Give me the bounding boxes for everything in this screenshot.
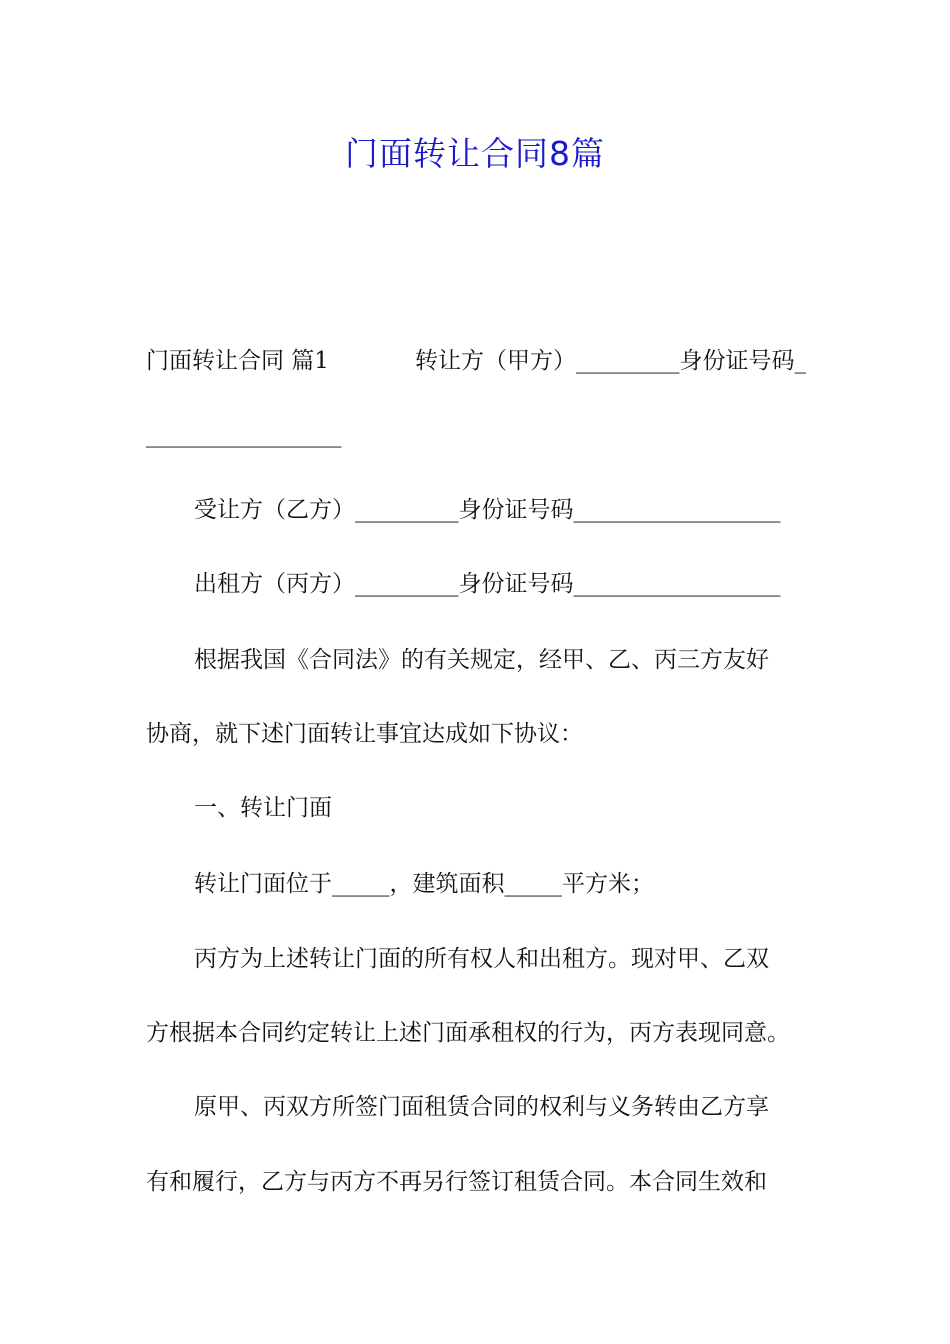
heading-line [146,346,806,376]
section-heading: 门面转让合同 篇1 [146,348,329,374]
body-paragraph-line: 有和履行，乙方与丙方不再另行签订租赁合同。本合同生效和 [146,1169,767,1195]
heading-continuation: _________________ [146,422,342,448]
transferee-line: 受让方（乙方）_________身份证号码__________________ [194,497,781,523]
body-paragraph-line: 转让门面位于_____，建筑面积_____平方米； [194,871,654,897]
body-paragraph-line: 方根据本合同约定转让上述门面承租权的行为，丙方表现同意。 [146,1020,790,1046]
body-paragraph-line: 根据我国《合同法》的有关规定，经甲、乙、丙三方友好 [194,647,769,673]
section-heading-transfer: 一、转让门面 [194,795,332,821]
transferor-line: 转让方（甲方）_________身份证号码_ [415,348,806,374]
body-paragraph-line: 丙方为上述转让门面的所有权人和出租方。现对甲、乙双 [194,946,769,972]
body-paragraph-line: 原甲、丙双方所签门面租赁合同的权利与义务转由乙方享 [194,1094,769,1120]
document-title: 门面转让合同8篇 [345,134,605,173]
lessor-line: 出租方（丙方）_________身份证号码__________________ [194,571,781,597]
body-paragraph-line: 协商，就下述门面转让事宜达成如下协议： [146,721,583,747]
